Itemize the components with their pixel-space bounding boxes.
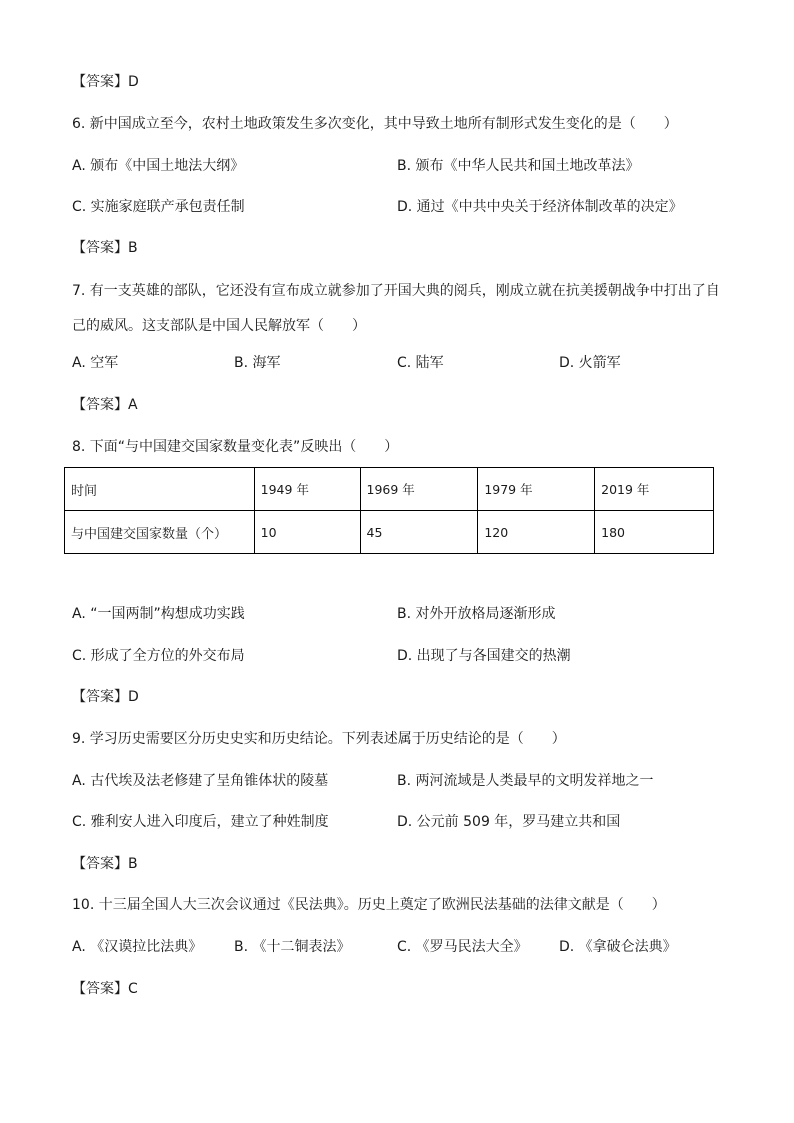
answer-q6: 【答案】B — [72, 240, 138, 256]
table-cell: 1969 年 — [360, 468, 478, 511]
option-8d: D. 出现了与各国建交的热潮 — [397, 648, 571, 664]
option-6d: D. 通过《中共中央关于经济体制改革的决定》 — [397, 199, 683, 215]
option-6a: A. 颁布《中国土地法大纲》 — [72, 158, 245, 174]
answer-q10: 【答案】C — [72, 981, 138, 997]
option-10b: B. 《十二铜表法》 — [234, 939, 351, 955]
question-10: 10. 十三届全国人大三次会议通过《民法典》。历史上奠定了欧洲民法基础的法律文献是（ ） — [72, 897, 666, 913]
table-row — [65, 511, 714, 554]
option-6c: C. 实施家庭联产承包责任制 — [72, 199, 245, 215]
table-cell: 10 — [254, 511, 360, 554]
option-8b: B. 对外开放格局逐渐形成 — [397, 606, 556, 622]
table-cell: 2019 年 — [595, 468, 714, 511]
table-cell: 时间 — [65, 468, 255, 511]
question-7-line2: 己的威风。这支部队是中国人民解放军（ ） — [72, 318, 366, 334]
option-8c: C. 形成了全方位的外交布局 — [72, 648, 245, 664]
question-9: 9. 学习历史需要区分历史史实和历史结论。下列表述属于历史结论的是（ ） — [72, 731, 566, 747]
question-7-line1: 7. 有一支英雄的部队，它还没有宣布成立就参加了开国大典的阅兵，刚成立就在抗美援朝战争中打出了自 — [72, 283, 720, 299]
answer-q7: 【答案】A — [72, 397, 138, 413]
option-9a: A. 古代埃及法老修建了呈角锥体状的陵墓 — [72, 773, 329, 789]
answer-q8: 【答案】D — [72, 689, 139, 705]
option-7a: A. 空军 — [72, 355, 119, 371]
table-cell: 与中国建交国家数量（个） — [65, 511, 255, 554]
option-8a: A. “一国两制”构想成功实践 — [72, 606, 245, 622]
option-10d: D. 《拿破仑法典》 — [559, 939, 677, 955]
diplomacy-table — [64, 467, 714, 554]
option-9c: C. 雅利安人进入印度后，建立了种姓制度 — [72, 814, 329, 830]
question-6: 6. 新中国成立至今，农村土地政策发生多次变化，其中导致土地所有制形式发生变化的是（ ） — [72, 116, 678, 132]
option-10c: C. 《罗马民法大全》 — [397, 939, 528, 955]
option-10a: A. 《汉谟拉比法典》 — [72, 939, 203, 955]
option-9b: B. 两河流域是人类最早的文明发祥地之一 — [397, 773, 654, 789]
table-cell: 120 — [478, 511, 595, 554]
answer-q5: 【答案】D — [72, 74, 139, 90]
table-cell: 180 — [595, 511, 714, 554]
option-7c: C. 陆军 — [397, 355, 444, 371]
table-header-row — [65, 468, 714, 511]
table-cell: 1979 年 — [478, 468, 595, 511]
option-7b: B. 海军 — [234, 355, 281, 371]
option-7d: D. 火箭军 — [559, 355, 621, 371]
option-9d: D. 公元前 509 年，罗马建立共和国 — [397, 814, 621, 830]
option-6b: B. 颁布《中华人民共和国土地改革法》 — [397, 158, 640, 174]
table-cell: 45 — [360, 511, 478, 554]
answer-q9: 【答案】B — [72, 856, 138, 872]
table-cell: 1949 年 — [254, 468, 360, 511]
question-8: 8. 下面“与中国建交国家数量变化表”反映出（ ） — [72, 439, 399, 455]
